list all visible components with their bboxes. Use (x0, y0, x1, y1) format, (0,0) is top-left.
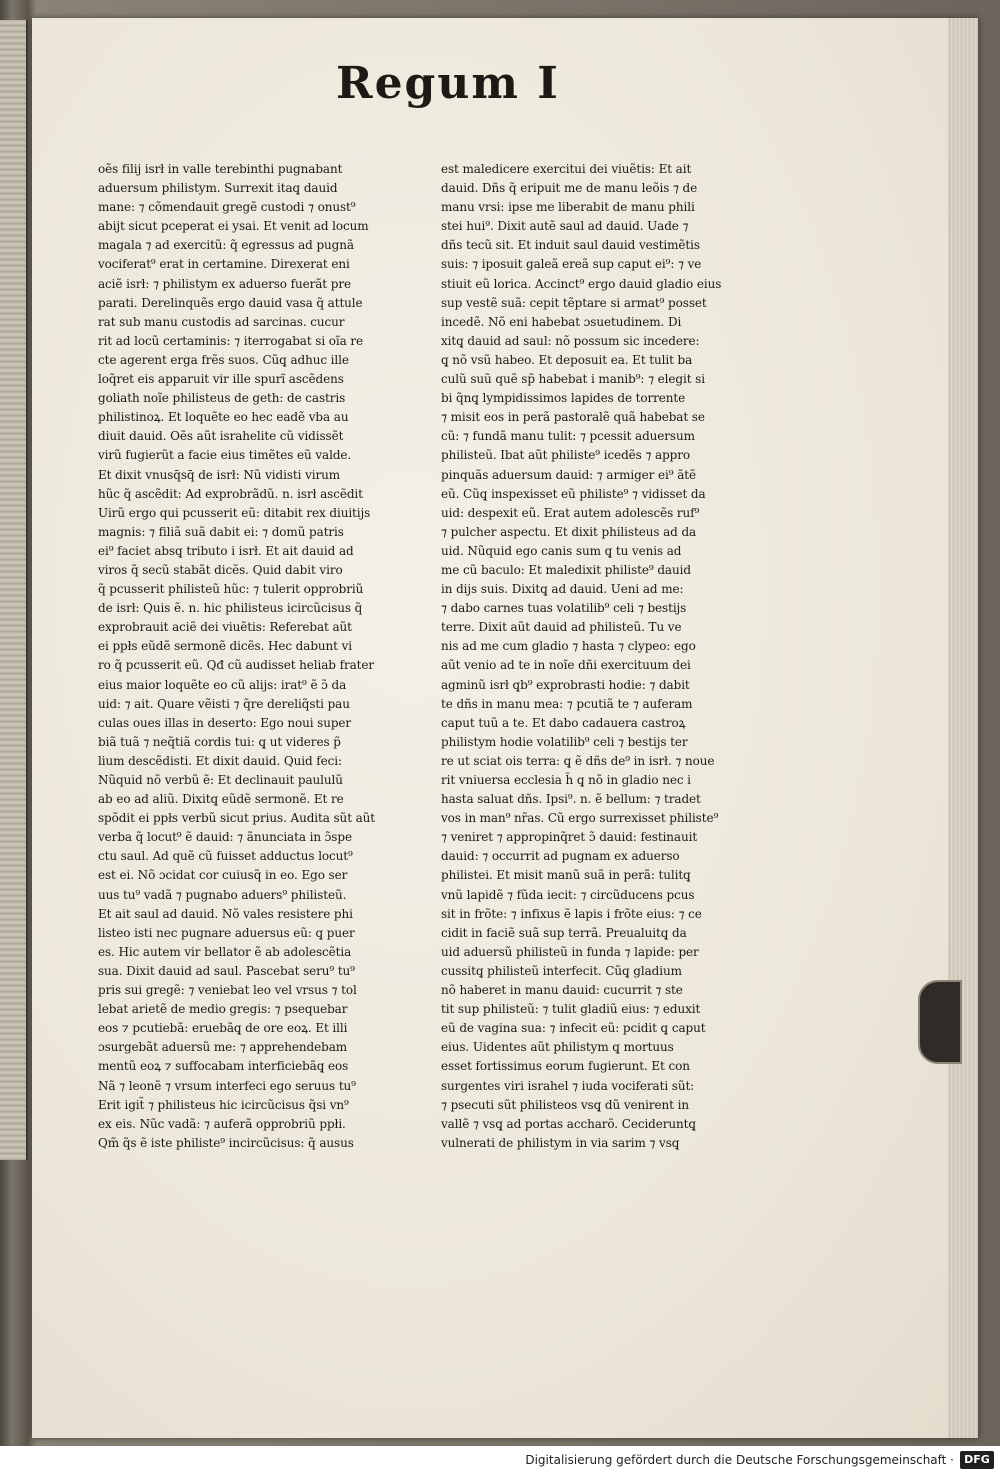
text-line: sit in frõte: ⁊ infixus ẽ lapis i frõte eius: ⁊ ce (441, 906, 702, 921)
text-column-right (441, 160, 741, 1153)
text-line: ab eo ad aliũ. Dixitq̧ eũdẽ sermonẽ. Et re (98, 792, 344, 807)
text-line: Et ait saul ad dauid. Nõ vales resistere phi (98, 906, 353, 921)
text-line: abijt sicut pceperat ei ysai. Et venit ad locum (98, 219, 369, 234)
text-line: q̃ pcusserit philisteũ hũc: ⁊ tulerit opprobriũ (98, 582, 364, 597)
text-line: stei hui⁹. Dixit autẽ saul ad dauid. Uade ⁊ (441, 219, 689, 234)
text-line: ctu saul. Ad quẽ cũ fuisset adductus locut⁹ (98, 849, 353, 864)
text-line: pinquãs aduersum dauid: ⁊ armiger ei⁹ ãtẽ (441, 467, 696, 482)
text-line: philisteũ. Ibat aũt philiste⁹ icedẽs ⁊ appro (441, 448, 691, 463)
text-line: in dijs suis. Dixitq̧ ad dauid. Ueni ad me: (441, 582, 684, 597)
text-line: nis ad me cum gladio ⁊ hasta ⁊ clypeo: ego (441, 639, 696, 654)
text-line: ex eis. Nũc vadã: ⁊ auferã opprobriũ ppłi. (98, 1116, 346, 1131)
text-line: hasta saluat dñs. Ipsi⁹. n. ẽ bellum: ⁊ tradet (441, 792, 701, 807)
page-fore-edge (948, 18, 978, 1438)
text-line: culas oues illas in deserto: Ego noui super (98, 715, 352, 730)
text-line: rit vniuersa ecclesia h̃ q̧ nõ in gladio nec i (441, 773, 691, 787)
text-line: aduersum philistym. Surrexit itaq̧ dauid (98, 181, 338, 196)
text-line: te dñs in manu mea: ⁊ pcutiã te ⁊ auferam (441, 696, 693, 711)
text-line: est maledicere exercitui dei viuẽtis: Et ait (441, 162, 692, 176)
text-line: ro q̃ pcusserit eũ. Qđ cũ audisset heliab frater (98, 658, 374, 673)
text-line: cũ: ⁊ fundã manu tulit: ⁊ pcessit aduersum (441, 429, 695, 444)
text-line: xitq̧ dauid ad saul: nõ possum sic incedere: (441, 333, 700, 348)
text-line: culũ suũ quẽ sp̃ habebat i manib⁹: ⁊ elegit si (441, 372, 705, 387)
text-column-left (98, 160, 406, 1153)
text-line: Erit igit̃ ⁊ philisteus hic icircũcisus q̃si vn⁹ (98, 1097, 349, 1112)
text-line: Et dixit vnusq̄sq̄ de isrł: Nũ vidisti virum (98, 467, 341, 482)
clasp-tab (918, 980, 962, 1064)
text-line: viros q̃ secũ stabãt dicẽs. Quid dabit viro (98, 562, 343, 577)
text-line: surgentes viri israhel ⁊ iuda vociferati sũt: (441, 1078, 695, 1093)
text-line: vallẽ ⁊ vsq̧ ad portas accharõ. Cecideruntq̧ (441, 1116, 696, 1131)
text-line: magnis: ⁊ filiã suã dabit ei: ⁊ domũ patris (98, 524, 344, 539)
text-line: aciẽ isrł: ⁊ philistym ex aduerso fuerãt pre (98, 276, 351, 291)
text-line: loq̃ret eis apparuit vir ille spurĩ ascẽdens (98, 372, 344, 387)
text-line: cte agerent erga frẽs suos. Cũq̧ adhuc ille (98, 352, 349, 367)
text-line: philistym hodie volatilib⁹ celi ⁊ bestijs ter (441, 734, 688, 749)
text-line: mane: ⁊ cõmendauit gregẽ custodi ⁊ onust⁹ (98, 200, 356, 215)
text-line: ⁊ misit eos in perã pastoralẽ quã habebat se (441, 410, 705, 425)
text-line: esset fortissimus eorum fugierunt. Et con (441, 1059, 690, 1074)
text-line: uus tu⁹ vadã ⁊ pugnabo aduers⁹ philisteũ. (98, 887, 347, 902)
text-line: Nã ⁊ leonẽ ⁊ vrsum interfeci ego seruus tu⁹ (98, 1078, 356, 1093)
footer-bar (0, 1446, 1000, 1476)
text-line: vulnerati de philistym in via sarim ⁊ vsq̧ (441, 1135, 680, 1150)
text-line: ⁊ veniret ⁊ appropinq̃ret ɔ̃ dauid: festinauit (441, 830, 698, 845)
text-line: philistei. Et misit manũ suã in perã: tulitq̧ (441, 868, 691, 883)
text-line: mentũ eoꝝ ⁊ suffocabam interficiebãq̧ eos (98, 1059, 349, 1074)
text-line: eius maior loquẽte eo cũ alijs: irat⁹ ẽ ɔ̃ da (98, 677, 347, 692)
text-line: Qm̃ q̃s ẽ iste philiste⁹ incircũcisus: q̃ ausus (98, 1135, 354, 1150)
text-line: me cũ baculo: Et maledixit philiste⁹ dauid (441, 562, 691, 577)
text-line: uid. Nũquid ego canis sum q̧ tu venis ad (441, 543, 682, 558)
text-line: magala ⁊ ad exercitũ: q̃ egressus ad pugnã (98, 238, 354, 253)
text-line: rit ad locũ certaminis: ⁊ iterrogabat si oĩa re (98, 333, 364, 348)
text-line: lium descẽdisti. Et dixit dauid. Quid feci: (98, 753, 342, 768)
text-line: vociferat⁹ erat in certamine. Direxerat eni (98, 257, 350, 272)
text-line: Uirũ ergo qui pcusserit eũ: ditabit rex diuitijs (98, 505, 371, 520)
text-line: de isrł: Quis ẽ. n. hic philisteus icircũcisus q̃ (98, 601, 363, 616)
text-line: biã tuã ⁊ neq̃tiã cordis tui: q̧ ut videres p̃ (98, 734, 341, 749)
text-line: ei⁹ faciet absq̧ tributo i isrł. Et ait dauid ad (98, 543, 354, 558)
text-line: stiuit eũ lorica. Accinct⁹ ergo dauid gladio eius (441, 276, 722, 291)
funding-credit: Digitalisierung gefördert durch die Deutsche Forschungsgemeinschaft · (525, 1453, 954, 1467)
text-line: manu vrsi: ipse me liberabit de manu phili (441, 200, 695, 215)
text-line: caput tuũ a te. Et dabo cadauera castroꝝ (441, 715, 686, 730)
text-line: ⁊ dabo carnes tuas volatilib⁹ celi ⁊ bestijs (441, 601, 687, 616)
text-line: q̧ nõ vsũ habeo. Et deposuit ea. Et tulit ba (441, 352, 693, 367)
text-line: bi q̃nq̧ lympidissimos lapides de torrente (441, 391, 686, 406)
text-line: aũt venio ad te in noĩe dñi exercituum dei (441, 658, 691, 673)
text-line: ⁊ pulcher aspectu. Et dixit philisteus ad da (441, 524, 697, 539)
text-line: lebat arietẽ de medio gregis: ⁊ psequebar (98, 1002, 348, 1017)
text-line: vnũ lapidẽ ⁊ fũda iecit: ⁊ circũducens pcus (441, 887, 695, 902)
text-line: dauid: ⁊ occurrit ad pugnam ex aduerso (441, 849, 680, 864)
text-line: eũ. Cũq̧ inspexisset eũ philiste⁹ ⁊ vidisset da (441, 486, 706, 501)
facing-page-edge (0, 20, 28, 1160)
text-line: terre. Dixit aũt dauid ad philisteũ. Tu ve (441, 620, 682, 635)
text-line: sua. Dixit dauid ad saul. Pascebat seru⁹ tu⁹ (98, 963, 355, 978)
text-line: ɔsurgebãt aduersũ me: ⁊ apprehendebam (98, 1040, 348, 1055)
text-line: uid: ⁊ ait. Quare vẽisti ⁊ q̃re dereliq̃sti pau (98, 696, 350, 711)
text-line: philistinoꝝ. Et loquẽte eo hec eadẽ vba au (98, 410, 349, 425)
text-line: eius. Uidentes aũt philistym q̧ mortuus (441, 1040, 674, 1055)
text-line: listeo isti nec pugnare aduersus eũ: q̧ puer (98, 925, 355, 940)
text-line: eũ de vagina sua: ⁊ infecit eũ: pcidit q̧ caput (441, 1021, 706, 1036)
text-line: rat sub manu custodis ad sarcinas. cucur (98, 314, 345, 329)
text-line: sup vestẽ suã: cepit tẽptare si armat⁹ posset (441, 295, 707, 310)
text-line: goliath noĩe philisteus de geth: de castris (98, 391, 346, 406)
text-line: oẽs filij isrł in valle terebinthi pugnabant (98, 162, 343, 176)
text-line: est ei. Nõ ɔcidat cor cuiusq̃ in eo. Ego ser (98, 868, 348, 883)
text-line: verba q̃ locut⁹ ẽ dauid: ⁊ ãnunciata in ɔ̃spe (98, 830, 352, 845)
text-line: dñs tecũ sit. Et induit saul dauid vestimẽtis (441, 238, 700, 253)
text-line: virũ fugierũt a facie eius timẽtes eũ valde. (98, 448, 352, 463)
text-line: exprobrauit aciẽ dei viuẽtis: Referebat aũt (98, 620, 352, 635)
text-line: uid aduersũ philisteũ in funda ⁊ lapide: per (441, 944, 699, 959)
text-line: diuit dauid. Oẽs aũt israhelite cũ vidissẽt (98, 429, 344, 444)
text-line: cussitq̧ philisteũ interfecit. Cũq̧ gladium (441, 963, 682, 978)
dfg-logo: DFG (960, 1451, 994, 1469)
text-line: uid: despexit eũ. Erat autem adolescẽs ruf⁹ (441, 505, 700, 520)
text-line: eos ⁊ pcutiebã: eruebãq̧ de ore eoꝝ. Et illi (98, 1021, 348, 1036)
text-line: spõdit ei ppłs verbũ sicut prius. Audita sũt aũt (98, 811, 376, 826)
running-head: Regum I (336, 58, 560, 109)
text-line: vos in man⁹ nr̃as. Cũ ergo surrexisset philiste⁹ (441, 811, 719, 826)
text-line: dauid. Dñs q̃ eripuit me de manu leõis ⁊ de (441, 181, 698, 196)
text-line: pris sui gregẽ: ⁊ veniebat leo vel vrsus ⁊ tol (98, 983, 357, 998)
text-line: ei ppłs eũdẽ sermonẽ dicẽs. Hec dabunt vi (98, 639, 353, 654)
text-line: tit sup philisteũ: ⁊ tulit gladiũ eius: ⁊ eduxit (441, 1002, 701, 1017)
text-line: agminũ isrł q̧b⁹ exprobrasti hodie: ⁊ dabit (441, 677, 690, 692)
text-line: incedẽ. Nõ eni habebat ɔsuetudinem. Di (441, 314, 682, 329)
text-line: hũc q̃ ascẽdit: Ad exprobrãdũ. n. isrł ascẽdit (98, 486, 363, 501)
text-line: suis: ⁊ iposuit galeã ereã sup caput ei⁹: ⁊ ve (441, 257, 702, 272)
text-line: re ut sciat ois terra: q̧ ẽ dñs de⁹ in isrł. ⁊ noue (441, 753, 715, 768)
text-line: parati. Derelinquẽs ergo dauid vasa q̃ attule (98, 295, 363, 310)
text-line: cidit in faciẽ suã sup terrã. Preualuitq̧ da (441, 925, 687, 940)
text-line: ⁊ psecuti sũt philisteos vsq̧ dũ venirent in (441, 1097, 689, 1112)
text-line: es. Hic autem vir bellator ẽ ab adolescẽtia (98, 944, 352, 959)
text-line: nõ haberet in manu dauid: cucurrit ⁊ ste (441, 983, 683, 998)
text-line: Nũquid nõ verbũ ẽ: Et declinauit paululũ (98, 773, 343, 787)
